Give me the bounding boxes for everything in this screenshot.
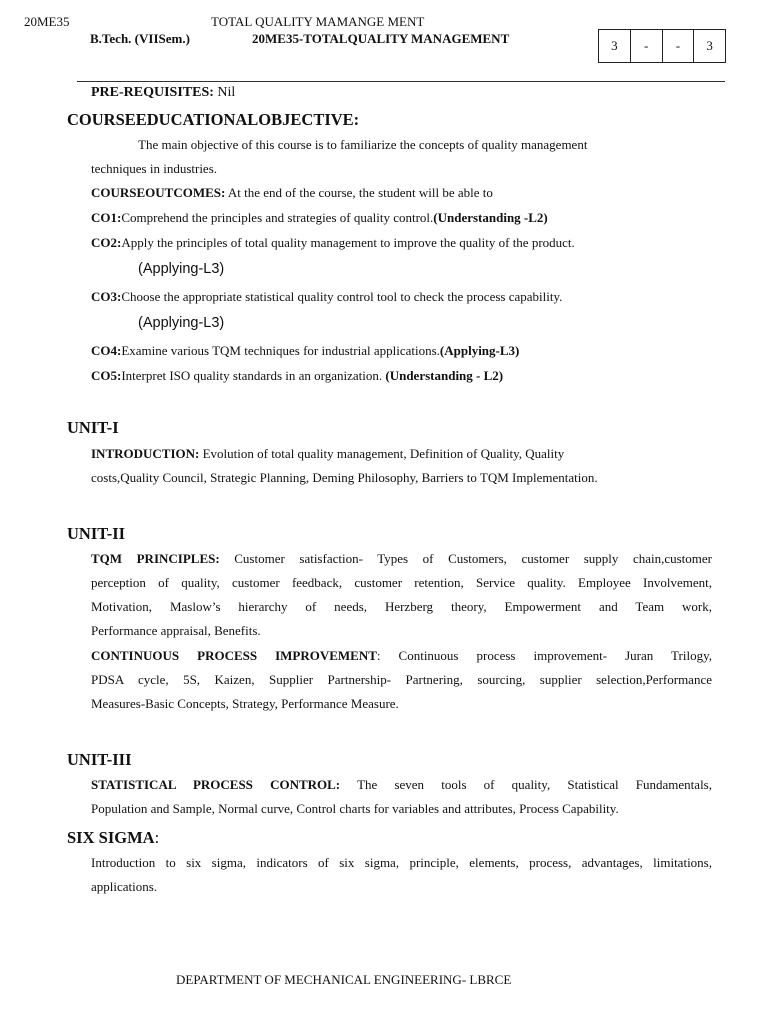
spc-label: STATISTICAL PROCESS CONTROL: (91, 777, 341, 792)
co5-text: Interpret ISO quality standards in an organization. (121, 368, 386, 383)
co2 (91, 235, 575, 251)
unit-1-label: INTRODUCTION: (91, 446, 200, 461)
unit-1-text: Evolution of total quality management, Definition of Quality, Quality (199, 446, 565, 461)
program-label: B.Tech. (VIISem.) (90, 31, 190, 46)
co3 (91, 289, 562, 305)
six-sigma-title: SIX SIGMA (67, 828, 155, 847)
co4-level: (Applying-L3) (439, 343, 520, 358)
unit-1-heading: UNIT-I (67, 418, 119, 437)
unit-2-p1-line-1 (91, 551, 712, 567)
objective-heading: COURSEEDUCATIONALOBJECTIVE: (67, 110, 360, 129)
unit-2-p2-line-3: Measures-Basic Concepts, Strategy, Performance Measure. (91, 696, 399, 711)
co3-text: Choose the appropriate statistical quality control tool to check the process capability. (121, 289, 563, 304)
credit-tutorial: - (631, 30, 663, 62)
six-sigma-heading (67, 828, 159, 848)
co5-level: (Understanding - L2) (385, 368, 504, 383)
prereq-value: Nil (213, 85, 236, 100)
credit-total: 3 (706, 38, 713, 53)
prerequisites (91, 85, 235, 101)
cpi-text: : Continuous process improvement- Juran Trilogy, (376, 648, 712, 663)
co4-text: Examine various TQM techniques for industrial applications. (121, 343, 440, 358)
unit-2-p1-line-2: perception of quality, customer feedback, customer retention, Service quality. Employee Involvement, (91, 575, 712, 590)
unit-3-line-1 (91, 777, 712, 793)
unit-2-p2-line-1 (91, 648, 712, 664)
co2-text: Apply the principles of total quality management to improve the quality of the product. (121, 235, 575, 250)
unit-2-p1-line-4: Performance appraisal, Benefits. (91, 623, 261, 638)
co3-label: CO3: (91, 289, 122, 304)
footer-department: DEPARTMENT OF MECHANICAL ENGINEERING- LBRCE (176, 972, 512, 987)
outcomes-intro (91, 185, 493, 201)
co2-level: (Applying-L3) (138, 261, 225, 277)
unit-2-p1-line-3: Motivation, Maslow’s hierarchy of needs, Herzberg theory, Empowerment and Team work, (91, 599, 712, 614)
co5-label: CO5: (91, 368, 122, 383)
unit-2-heading: UNIT-II (67, 524, 126, 543)
unit-2-p2-line-2: PDSA cycle, 5S, Kaizen, Supplier Partnership- Partnering, sourcing, supplier selection,Performance (91, 672, 712, 687)
outcomes-intro-text: At the end of the course, the student will be able to (225, 185, 493, 200)
co1-text: Comprehend the principles and strategies of quality control. (121, 210, 434, 225)
credits-box (598, 29, 726, 63)
prereq-label: PRE-REQUISITES: (91, 85, 214, 100)
cpi-label: CONTINUOUS PROCESS IMPROVEMENT (91, 648, 377, 663)
co1 (91, 210, 548, 226)
spc-text: The seven tools of quality, Statistical Fundamentals, (357, 777, 712, 792)
running-title: TOTAL QUALITY MAMANGE MENT (211, 14, 425, 29)
header-code: 20ME35 (24, 14, 70, 29)
credit-lecture: 3 (599, 30, 631, 62)
six-sigma-line-2: applications. (91, 879, 158, 894)
co3-level: (Applying-L3) (138, 315, 225, 331)
header-divider (77, 81, 725, 82)
co4 (91, 343, 519, 359)
credit-practical: - (663, 30, 695, 62)
tqm-principles-label: TQM PRINCIPLES: (91, 551, 220, 566)
unit-3-line-2: Population and Sample, Normal curve, Control charts for variables and attributes, Process Capability. (91, 801, 619, 816)
objective-line-1: The main objective of this course is to familiarize the concepts of quality management (138, 137, 588, 152)
six-sigma-colon: : (154, 828, 160, 847)
co1-label: CO1: (91, 210, 122, 225)
objective-line-2: techniques in industries. (91, 161, 218, 176)
six-sigma-line-1: Introduction to six sigma, indicators of six sigma, principle, elements, process, advantages, limitations, (91, 855, 712, 870)
co4-label: CO4: (91, 343, 122, 358)
course-title: 20ME35-TOTALQUALITY MANAGEMENT (252, 31, 510, 46)
co5 (91, 368, 503, 384)
tqm-principles-text: Customer satisfaction- Types of Customers, customer supply chain,customer (234, 551, 713, 566)
co1-level: (Understanding -L2) (433, 210, 548, 225)
co2-label: CO2: (91, 235, 122, 250)
unit-1-line-2: costs,Quality Council, Strategic Planning, Deming Philosophy, Barriers to TQM Implementation. (91, 470, 598, 485)
unit-3-heading: UNIT-III (67, 750, 132, 769)
unit-1-line-1 (91, 446, 564, 462)
outcomes-label: COURSEOUTCOMES: (91, 185, 226, 200)
